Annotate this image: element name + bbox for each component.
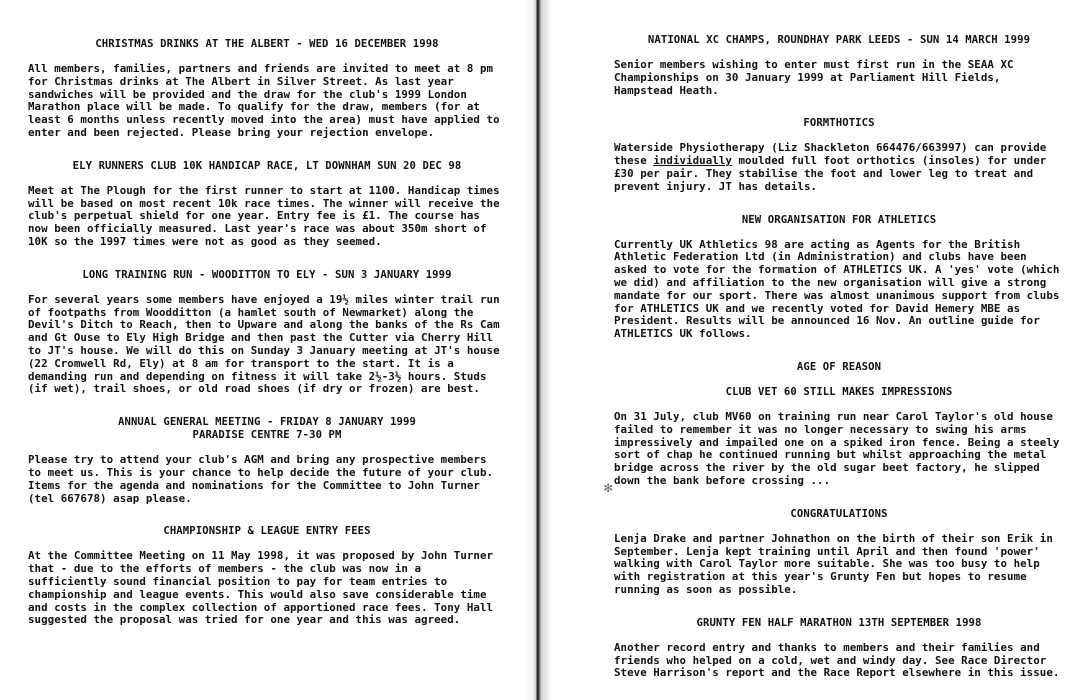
article-christmas-drinks <box>28 38 506 140</box>
article-body: Another record entry and thanks to members and their families and friends who helped on a cold, wet and windy day. See Race Director Steve Harrison's report and the Race Report elsewhere in this issue. <box>614 640 1060 680</box>
article-long-training-run <box>28 269 506 396</box>
emphasis-individually: individually <box>653 154 732 168</box>
article-title: CONGRATULATIONS <box>790 507 888 520</box>
article-entry-fees <box>28 525 506 627</box>
article-10k-handicap <box>28 160 506 249</box>
article-body: Waterside Physiotherapy (Liz Shackleton 664476/663997) can provide these individually moulded full foot orthotics (insoles) for under £30 per pair. They stabilise the foot and lower leg to treat and prevent injury. JT has details. <box>614 141 1047 193</box>
article-title: NEW ORGANISATION FOR ATHLETICS <box>741 213 937 226</box>
article-subtitle: CLUB VET 60 STILL MAKES IMPRESSIONS <box>725 385 953 398</box>
article-body: At the Committee Meeting on 11 May 1998, it was proposed by John Turner that - due to the efforts of members - the club was now in a sufficiently sound financial position to pay for team entries to championship and league events. This would also save considerable time and costs in the complex collection of apportioned race fees. Tony Hall suggested the proposal was tried for one year and this was agreed. <box>28 549 494 627</box>
article-formthotics <box>614 117 1064 193</box>
article-body: All members, families, partners and friends are invited to meet at 8 pm for Christmas drinks at The Albert in Silver Street. As last year sandwiches will be provided and the draw for the club's 1999 London Marathon place will be made. To qualify for the draw, members (for at least 6 months unless recently moved into the area) must have applied to enter and been rejected. Please bring your rejection envelope. <box>28 62 500 139</box>
article-title: NATIONAL XC CHAMPS, ROUNDHAY PARK LEEDS - SUN 14 MARCH 1999 <box>647 34 1031 46</box>
article-title: CHRISTMAS DRINKS AT THE ALBERT - WED 16 DECEMBER 1998 <box>95 38 439 50</box>
article-title: FORMTHOTICS <box>803 117 875 130</box>
article-title: ELY RUNNERS CLUB 10K HANDICAP RACE, LT DOWNHAM SUN 20 DEC 98 <box>72 159 462 172</box>
article-body: Senior members wishing to enter must first run in the SEAA XC Championships on 30 January 1999 at Parliament Hill Fields, Hampstead Heath. <box>614 58 1014 97</box>
article-body: Meet at The Plough for the first runner to start at 1100. Handicap times will be based on most recent 10k race times. The winner will receive the club's perpetual shield for one year. Entry fee is £1. The course has now been officially measured. Last year's race was about 350m short of 10K so the 1997 times were not as good as they seemed. <box>28 183 500 248</box>
article-title: CHAMPIONSHIP & LEAGUE ENTRY FEES <box>163 525 371 538</box>
article-title: GRUNTY FEN HALF MARATHON 13TH SEPTEMBER 1998 <box>696 616 982 629</box>
article-body: Please try to attend your club's AGM and bring any prospective members to meet us. This is your chance to help decide the future of your club. Items for the agenda and nominations for the Committee to John Turner (tel 667678) asap please. <box>28 453 494 505</box>
article-congratulations <box>614 508 1064 597</box>
article-agm <box>28 416 506 505</box>
article-body: For several years some members have enjoyed a 19½ miles winter trail run of footpaths from Woodditton (a hamlet south of Newmarket) along the Devil's Ditch to Reach, then to Upware and along the banks of the Rs Cam and Gt Ouse to Ely High Bridge and then past the Cutter via Cherry Hill to JT's house. We will do this on Sunday 3 January meeting at JT's house (22 Cromwell Rd, Ely) at 8 am for transport to the start. It is a demanding run and depending on fitness it will take 2½-3½ hours. Studs (if wet), trail shoes, or old road shoes (if dry or frozen) are best. <box>28 292 500 396</box>
left-page <box>0 0 520 700</box>
article-body: On 31 July, club MV60 on training run near Carol Taylor's old house failed to remember it was no longer necessary to swing his arms impressively and impailed one on a spiked iron fence. Being a steely sort of chap he continued running but whilst approaching the metal bridge across the river by the old sugar beet factory, he slipped down the bank before crossing ... <box>614 409 1060 487</box>
article-title: LONG TRAINING RUN - WOODITTON TO ELY - SUN 3 JANUARY 1999 <box>82 268 452 281</box>
right-page <box>556 0 1078 700</box>
scan-speck-mark: ✻ <box>604 480 613 496</box>
article-title: ANNUAL GENERAL MEETING - FRIDAY 8 JANUARY 1999 <box>118 416 416 429</box>
article-body: Lenja Drake and partner Johnathon on the birth of their son Erik in September. Lenja kept training until April and then found 'power' walking with Carol Taylor more suitable. She was too busy to help with registration at this year's Grunty Fen but hopes to resume running as soon as possible. <box>614 531 1053 596</box>
article-new-organisation <box>614 214 1064 341</box>
article-age-of-reason <box>614 361 1064 488</box>
article-subtitle: PARADISE CENTRE 7-30 PM <box>192 429 342 442</box>
page-fold-gutter <box>524 0 552 700</box>
article-title: AGE OF REASON <box>796 360 882 373</box>
article-grunty-fen <box>614 617 1064 680</box>
article-body: Currently UK Athletics 98 are acting as Agents for the British Athletic Federation Ltd (in Administration) and clubs have been asked to vote for the formation of ATHLETICS UK. A 'yes' vote (which we did) and affiliation to the new organisation will give a strong mandate for our sport. There was almost unanimous support from clubs for ATHLETICS UK and we recently voted for David Hemery MBE as President. Results will be announced 16 Nov. An outline guide for ATHLETICS UK follows. <box>614 237 1060 341</box>
article-national-xc <box>614 34 1064 97</box>
